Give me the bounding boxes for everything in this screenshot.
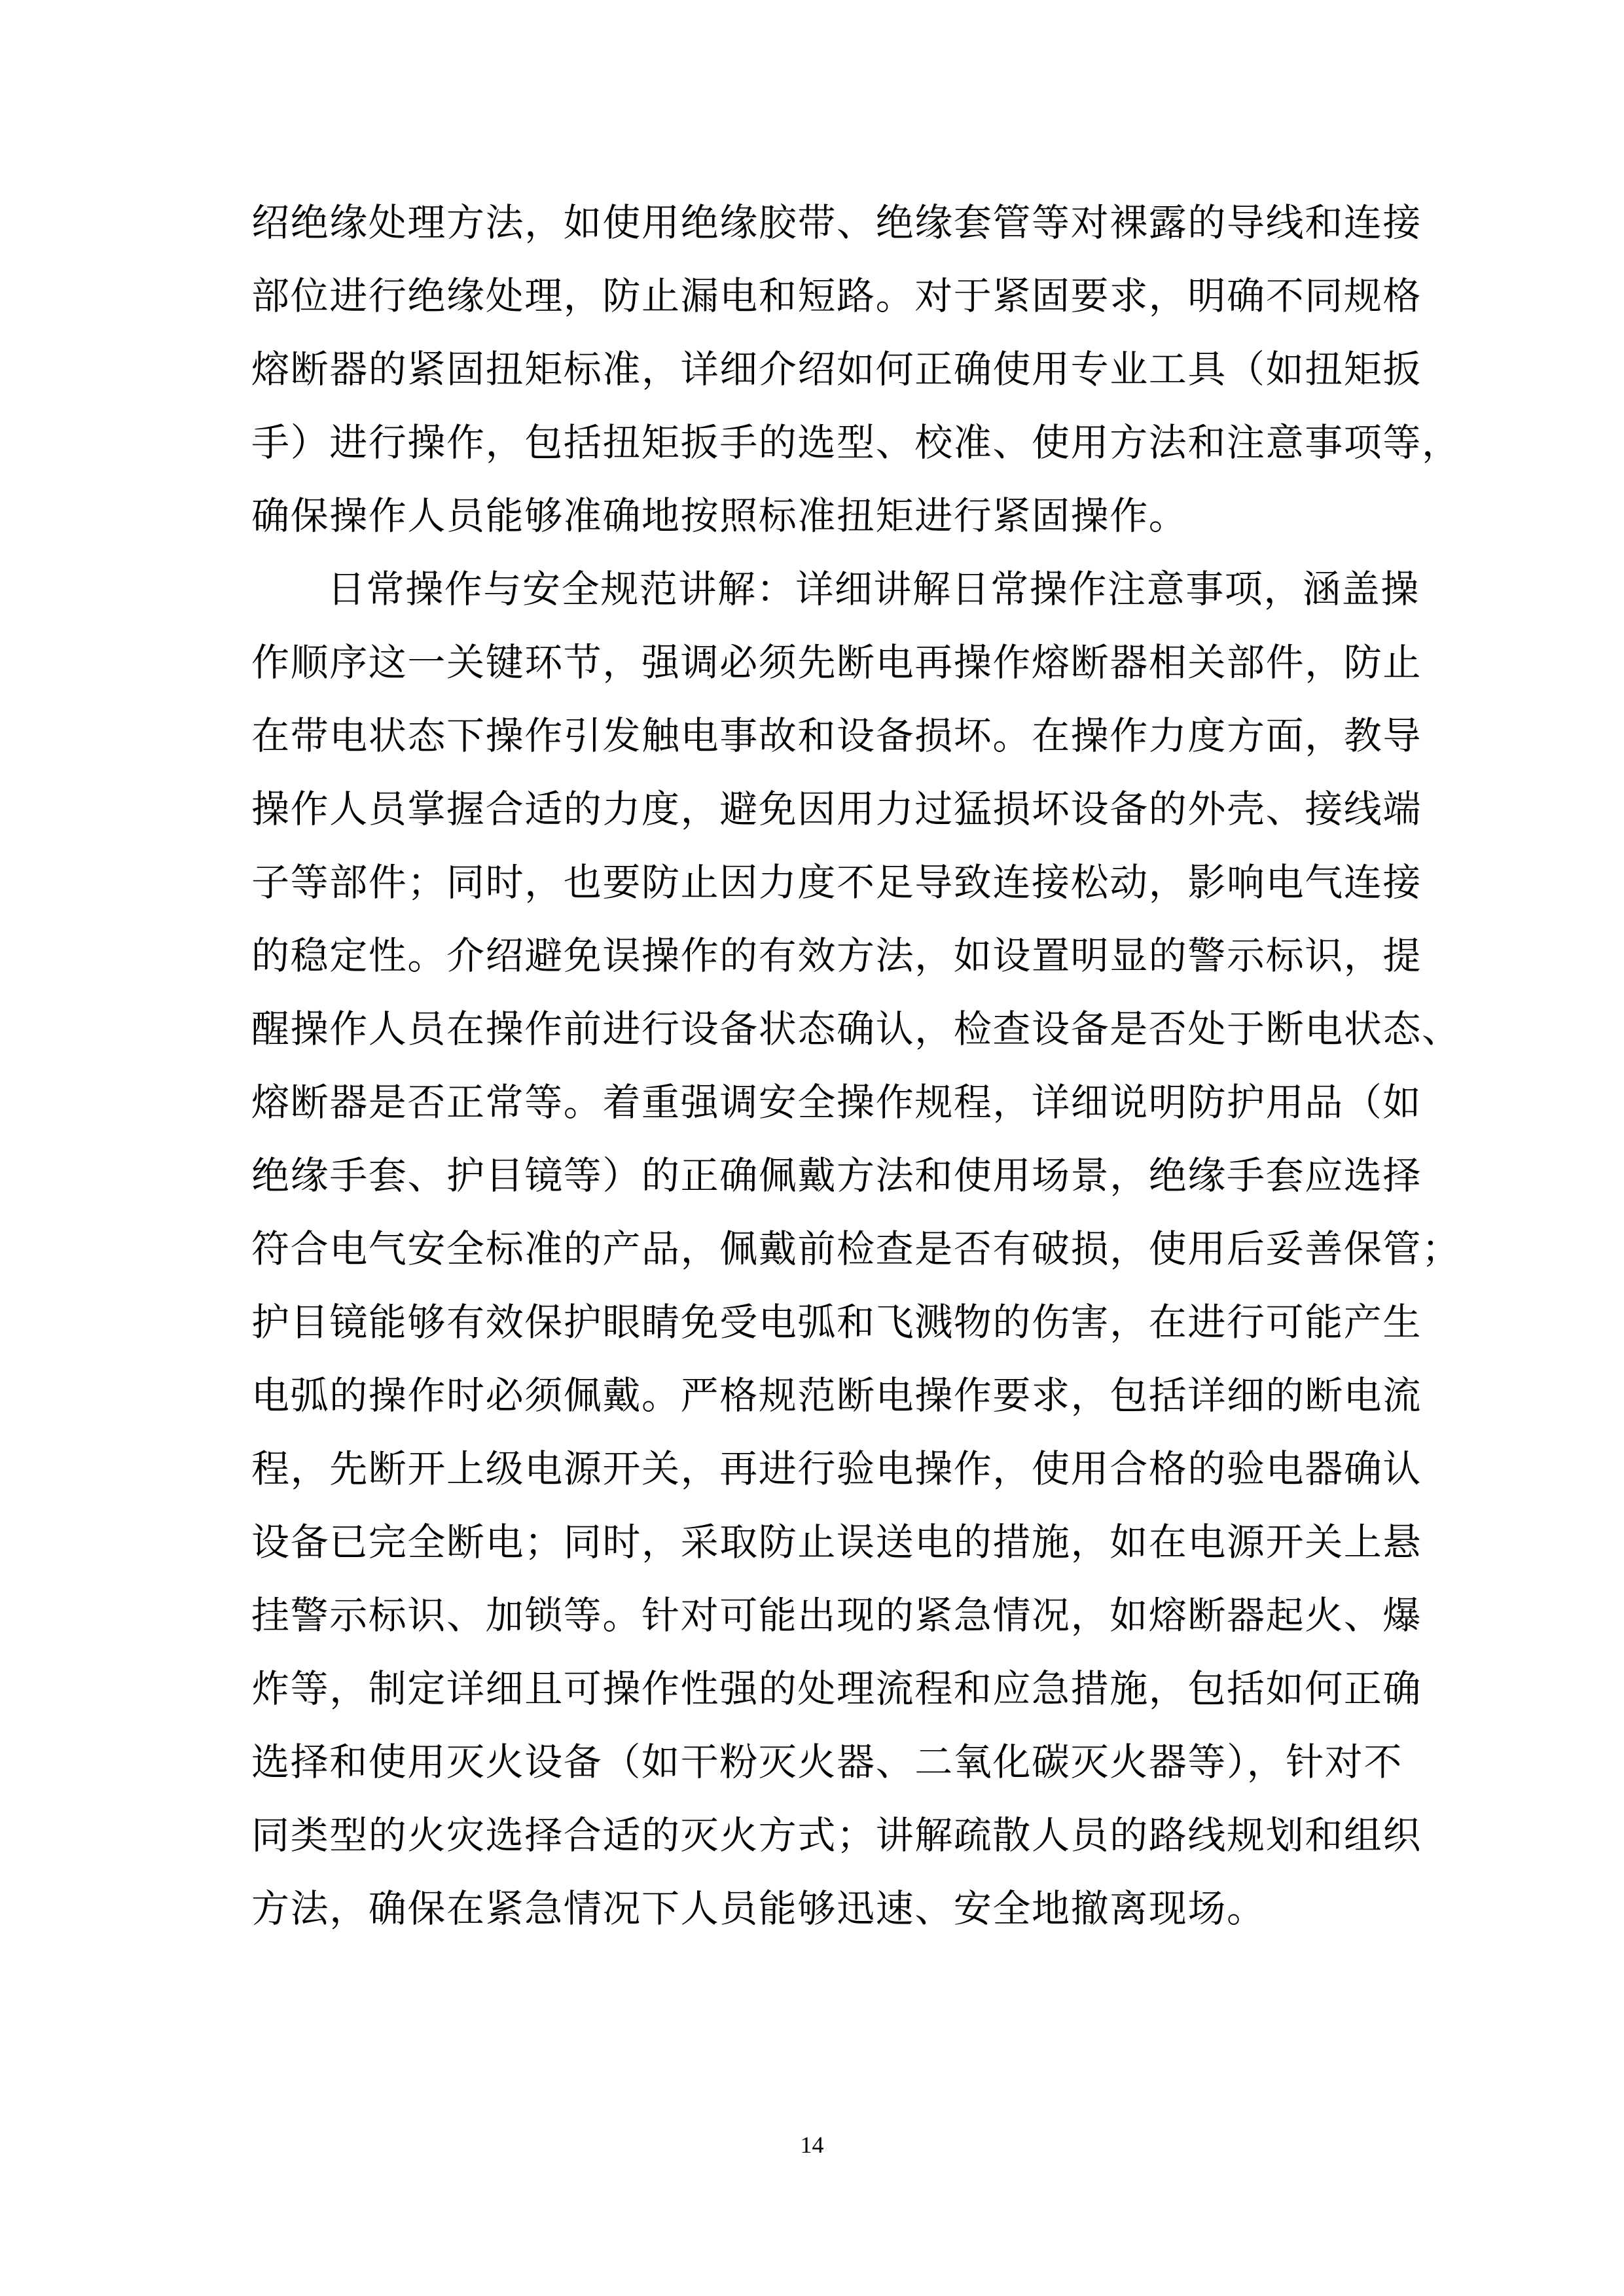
text-line-17: 电弧的操作时必须佩戴。严格规范断电操作要求，包括详细的断电流 — [251, 1373, 1422, 1418]
text-line-20: 挂警示标识、加锁等。针对可能出现的紧急情况，如熔断器起火、爆 — [251, 1593, 1422, 1638]
text-line-4: 手）进行操作，包括扭矩扳手的选型、校准、使用方法和注意事项等， — [251, 420, 1461, 465]
text-line-5: 确保操作人员能够准确地按照标准扭矩进行紧固操作。 — [251, 493, 1188, 538]
text-line-15: 符合电气安全标准的产品，佩戴前检查是否有破损，使用后妥善保管； — [251, 1227, 1461, 1271]
text-line-1: 绍绝缘处理方法，如使用绝缘胶带、绝缘套管等对裸露的导线和连接 — [251, 200, 1422, 245]
paragraph-heading-line: 日常操作与安全规范讲解：详细讲解日常操作注意事项，涵盖操 — [327, 567, 1420, 611]
text-line-21: 炸等，制定详细且可操作性强的处理流程和应急措施，包括如何正确 — [251, 1666, 1422, 1711]
text-line-14: 绝缘手套、护目镜等）的正确佩戴方法和使用场景，绝缘手套应选择 — [251, 1153, 1422, 1198]
body-text — [251, 186, 1461, 1945]
page-number: 14 — [800, 2132, 824, 2158]
text-line-12: 醒操作人员在操作前进行设备状态确认，检查设备是否处于断电状态、 — [251, 1007, 1461, 1051]
text-line-10: 子等部件；同时，也要防止因力度不足导致连接松动，影响电气连接 — [251, 860, 1422, 905]
text-line-22: 选择和使用灭火设备（如干粉灭火器、二氧化碳灭火器等），针对不 — [251, 1740, 1403, 1784]
text-line-7: 作顺序这一关键环节，强调必须先断电再操作熔断器相关部件，防止 — [251, 640, 1422, 685]
text-line-18: 程，先断开上级电源开关，再进行验电操作，使用合格的验电器确认 — [251, 1446, 1422, 1491]
text-line-8: 在带电状态下操作引发触电事故和设备损坏。在操作力度方面，教导 — [251, 713, 1422, 758]
text-line-11: 的稳定性。介绍避免误操作的有效方法，如设置明显的警示标识，提 — [251, 933, 1422, 978]
text-line-13: 熔断器是否正常等。着重强调安全操作规程，详细说明防护用品（如 — [251, 1080, 1422, 1124]
text-line-2: 部位进行绝缘处理，防止漏电和短路。对于紧固要求，明确不同规格 — [251, 274, 1422, 318]
text-line-3: 熔断器的紧固扭矩标准，详细介绍如何正确使用专业工具（如扭矩扳 — [251, 347, 1422, 391]
text-line-19: 设备已完全断电；同时，采取防止误送电的措施，如在电源开关上悬 — [251, 1520, 1422, 1564]
text-line-16: 护目镜能够有效保护眼睛免受电弧和飞溅物的伤害，在进行可能产生 — [251, 1300, 1422, 1344]
text-line-9: 操作人员掌握合适的力度，避免因用力过猛损坏设备的外壳、接线端 — [251, 787, 1422, 831]
text-line-23: 同类型的火灾选择合适的灭火方式；讲解疏散人员的路线规划和组织 — [251, 1813, 1422, 1857]
text-line-24: 方法，确保在紧急情况下人员能够迅速、安全地撤离现场。 — [251, 1886, 1266, 1931]
